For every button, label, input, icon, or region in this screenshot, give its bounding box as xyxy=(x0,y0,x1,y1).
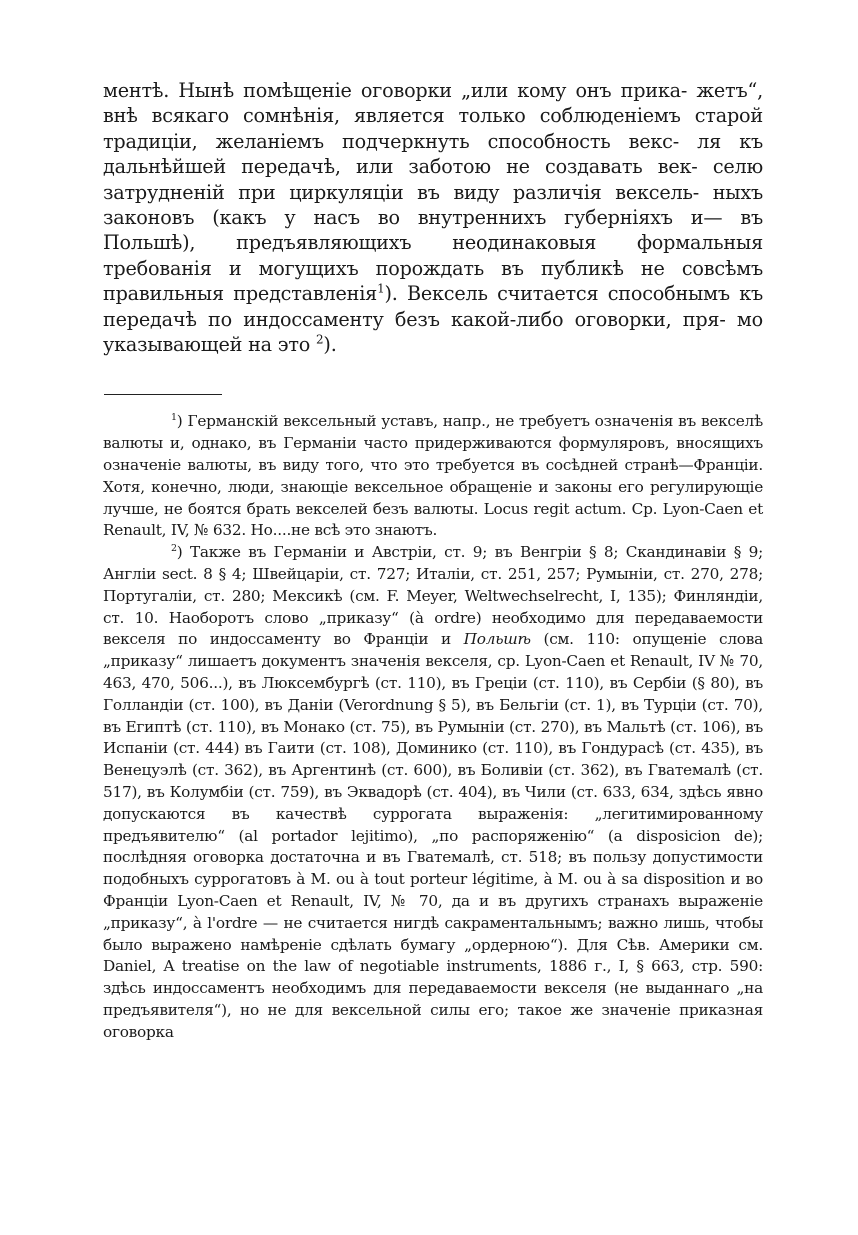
footnote-2-italic: Польшѣ xyxy=(463,630,531,649)
footnote-1 xyxy=(103,411,763,542)
footnote-ref-1[interactable]: 1 xyxy=(377,281,385,296)
text-line: къ передачѣ по индоссаменту безъ какой-либо оговорки, пря- xyxy=(103,282,763,331)
footnote-2 xyxy=(103,542,763,1043)
footnote-marker-1: 1 xyxy=(171,412,177,424)
document-page xyxy=(103,78,763,1044)
text-line: ). Вексель считается способнымъ xyxy=(384,282,730,306)
footnote-1-text: ) Германскій вексельный уставъ, напр., не требуетъ означенія въ векселѣ валюты и, однако, въ Германіи часто придерживаются формуляровъ, вносящихъ означеніе валюты, въ виду того, что это требуется въ сосѣдней странѣ—Франціи. Хотя, конечно, люди, знающіе вексельное обращеніе и законы его регулирующіе лучше, не боятся брать векселей безъ валюты. Locus regit actum. Ср. Lyon-Caen et Renault, IV, № 632. Но....не всѣ это знаютъ. xyxy=(103,412,763,540)
footnote-2-text-a: ) Также въ Германіи и Австріи, ст. 9; въ Венгріи § 8; Скандинавіи § 9; Англіи sect. 8 § 4; Швейцаріи, ст. 727; Италіи, ст. 251, 257; Румыніи, ст. 270, 278; Португаліи, ст. 280; Мексикѣ (см. F. Meyer, Weltwechselrecht, I, 135); Финляндіи, ст. 10. Наоборотъ слово „приказу“ (à ordre) необходимо для передаваемости векселя по индоссаменту во Франціи и xyxy=(103,543,763,649)
text-line: ментѣ. Нынѣ помѣщеніе оговорки „или кому онъ прика- xyxy=(103,79,688,102)
footnote-separator xyxy=(104,394,222,395)
text-line: старой традиціи, желаніемъ подчеркнуть способность векс- xyxy=(103,104,763,153)
text-line: ). xyxy=(323,333,337,357)
text-line: ныхъ законовъ (какъ у насъ во внутреннихъ губерніяхъ и— xyxy=(103,180,764,230)
footnote-marker-2: 2 xyxy=(171,543,177,555)
footnote-ref-2[interactable]: 2 xyxy=(316,332,324,347)
text-line: въ Польшѣ), предъявляющихъ неодинаковыя формальныя xyxy=(103,206,764,255)
text-line: селю затрудненій при циркуляціи въ виду различія вексель- xyxy=(103,155,764,204)
text-line: ля къ дальнѣйшей передачѣ, или заботою не создавать век- xyxy=(103,129,763,179)
text-line: требованія и могущихъ порождать въ публикѣ не совсѣмъ xyxy=(103,256,763,280)
footnote-2-text-b: (см. 110: опущеніе слова „приказу“ лишаетъ документъ значенія векселя, ср. Lyon-Caen et Renault, IV № 70, 463, 470, 506...), въ Люксембургѣ (ст. 110), въ Греціи (ст. 110), въ Сербіи (§ 80), въ Голландіи (ст. 100), въ Даніи (Verordnung § 5), въ Бельгіи (ст. 1), въ Турціи (ст. 70), въ Египтѣ (ст. 110), въ Монако (ст. 75), въ Румыніи (ст. 270), въ Мальтѣ (ст. 106), въ Испаніи (ст. 444) въ Гаити (ст. 108), Доминико (ст. 110), въ Гондурасѣ (ст. 435), въ Венецуэлѣ (ст. 362), въ Аргентинѣ (ст. 600), въ Боливіи (ст. 362), въ Гватемалѣ (ст. 517), въ Колумбіи (ст. 759), въ Эквадорѣ (ст. 404), въ Чили (ст. 633, 634, здѣсь явно допускаются въ качествѣ суррогата выраженія: „легитимированному предъявителю“ (al portador lejitimo), „по распоряженію“ (a disposicion de); послѣдняя оговорка достаточна и въ Гватемалѣ, ст. 518; въ пользу допустимости подобныхъ суррогатовъ à M. ou à tout porteur légitime, à M. ou à sa disposition и во Франціи Lyon-Caen et Renault, IV, № 70, да и въ другихъ странахъ выраженіе „приказу“, à l'ordre — не считается нигдѣ сакраментальнымъ; важно лишь, чтобы было выражено намѣреніе сдѣлать бумагу „ордерною“). Для Сѣв. Америки см. Daniel, A treatise on the law of negotiable instruments, 1886 г., I, § 663, стр. 590: здѣсь индоссаментъ необходимъ для передаваемости векселя (не выданнаго „на предъявителя“), но не для вексельной силы его; такое же значеніе приказная оговорка xyxy=(103,630,763,1041)
text-line: мо указывающей на это xyxy=(103,307,763,357)
footnotes xyxy=(103,411,763,1043)
text-line: жетъ“, внѣ всякаго сомнѣнія, является только соблюденіемъ xyxy=(103,79,763,128)
text-line: правильныя представленія xyxy=(103,282,378,306)
main-paragraph xyxy=(103,78,763,357)
